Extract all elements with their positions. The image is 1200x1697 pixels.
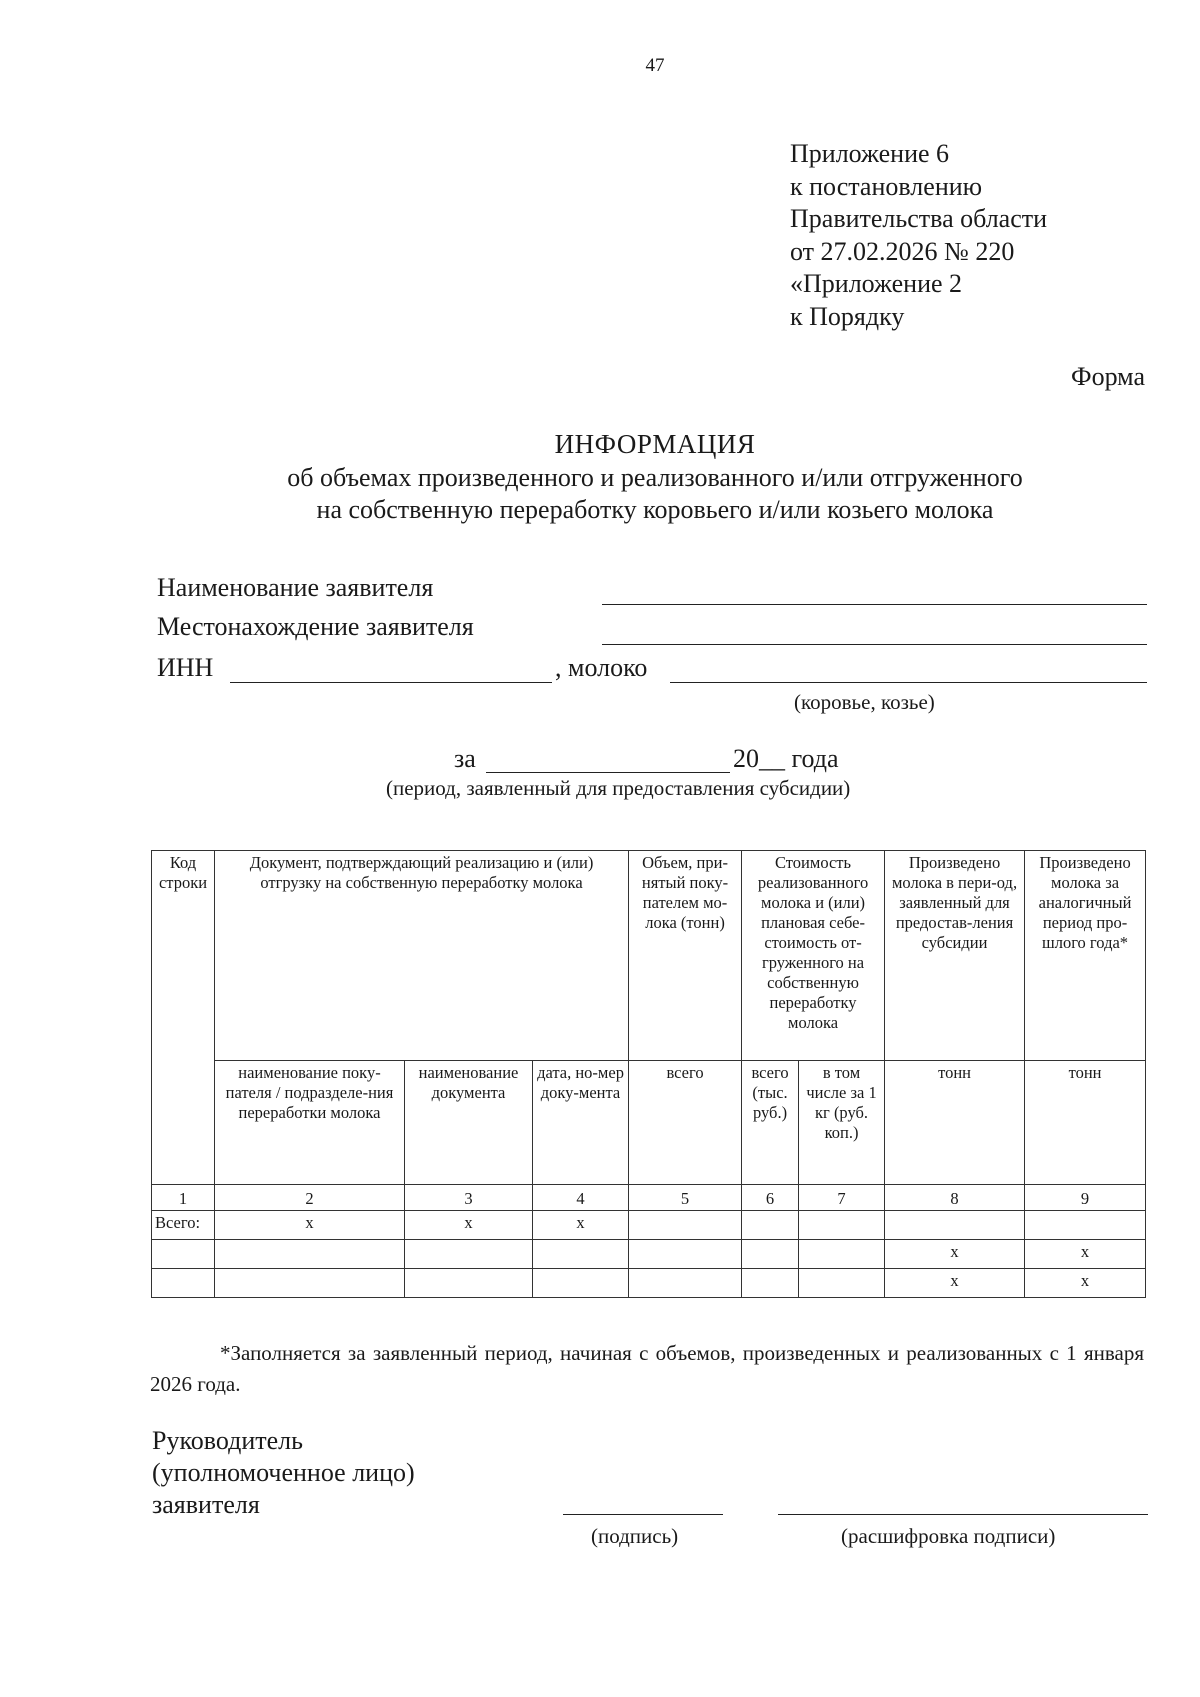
- table-cell: Всего:: [152, 1211, 215, 1240]
- table-cell[interactable]: [629, 1240, 742, 1269]
- subheader-doc-date: дата, но-мер доку-мента: [533, 1061, 629, 1185]
- table-row: [152, 1240, 1146, 1269]
- table-cell[interactable]: [742, 1269, 799, 1298]
- table-cell[interactable]: [405, 1269, 533, 1298]
- milk-label: , молоко: [555, 653, 648, 682]
- header-produced: Произведено молока в пери-од, заявленный для предостав-ления субсидии: [885, 851, 1025, 1061]
- appendix-header: [790, 138, 1047, 333]
- signature-decode-field[interactable]: [778, 1514, 1148, 1515]
- table-cell[interactable]: [885, 1211, 1025, 1240]
- subheader-cost-total: всего (тыс. руб.): [742, 1061, 799, 1185]
- appendix-line: «Приложение 2: [790, 269, 963, 298]
- column-number: 1: [152, 1185, 215, 1211]
- table-cell: х: [215, 1211, 405, 1240]
- table-cell[interactable]: [533, 1269, 629, 1298]
- page-number: 47: [645, 55, 665, 76]
- table-cell[interactable]: [405, 1240, 533, 1269]
- table-cell[interactable]: [215, 1269, 405, 1298]
- table-cell[interactable]: [215, 1240, 405, 1269]
- milk-type-hint: (коровье, козье): [794, 690, 935, 714]
- subheader-cost-per-kg: в том числе за 1 кг (руб. коп.): [799, 1061, 885, 1185]
- appendix-line: к постановлению: [790, 171, 983, 201]
- column-number: 5: [629, 1185, 742, 1211]
- subheader-buyer: наименование поку-пателя / подразделе-ния переработки молока: [215, 1061, 405, 1185]
- applicant-location-label: Местонахождение заявителя: [157, 612, 474, 641]
- signer-line: заявителя: [152, 1490, 260, 1519]
- column-number-row: [152, 1185, 1146, 1211]
- title-subtitle-line: об объемах произведенного и реализованного и/или отгруженного: [287, 463, 1023, 492]
- subheader-doc-name: наименование документа: [405, 1061, 533, 1185]
- table-cell: х: [405, 1211, 533, 1240]
- signature-decode-hint: (расшифровка подписи): [841, 1524, 1056, 1548]
- table-cell[interactable]: [742, 1240, 799, 1269]
- table-cell[interactable]: [742, 1211, 799, 1240]
- applicant-name-label: Наименование заявителя: [157, 573, 434, 602]
- subheader-produced-prev-unit: тонн: [1025, 1061, 1146, 1185]
- signature-field[interactable]: [563, 1514, 723, 1515]
- table-cell[interactable]: [799, 1269, 885, 1298]
- appendix-line: Приложение 6: [790, 139, 950, 168]
- period-field[interactable]: [486, 772, 730, 773]
- table-cell: х: [885, 1269, 1025, 1298]
- column-number: 4: [533, 1185, 629, 1211]
- column-number: 7: [799, 1185, 885, 1211]
- table-subheader-row: [152, 1061, 1146, 1185]
- column-number: 3: [405, 1185, 533, 1211]
- document-title: [150, 426, 1160, 526]
- table-row: [152, 1211, 1146, 1240]
- table-cell[interactable]: [152, 1240, 215, 1269]
- table-cell: х: [1025, 1240, 1146, 1269]
- header-produced-prev: Произведено молока за аналогичный период про-шлого года*: [1025, 851, 1146, 1061]
- subheader-produced-unit: тонн: [885, 1061, 1025, 1185]
- column-number: 2: [215, 1185, 405, 1211]
- signer-line: (уполномоченное лицо): [152, 1458, 415, 1487]
- title-subtitle-line: на собственную переработку коровьего и/или козьего молока: [316, 495, 994, 524]
- column-number: 6: [742, 1185, 799, 1211]
- applicant-location-field[interactable]: [602, 644, 1147, 645]
- inn-label: ИНН: [157, 653, 214, 682]
- table-row: [152, 1269, 1146, 1298]
- table-cell: х: [885, 1240, 1025, 1269]
- table-cell[interactable]: [799, 1211, 885, 1240]
- header-document: Документ, подтверждающий реализацию и (или) отгрузку на собственную переработку молока: [215, 851, 629, 1061]
- period-year: 20__ года: [733, 744, 839, 773]
- table-cell: х: [533, 1211, 629, 1240]
- header-cost: Стоимость реализованного молока и (или) плановая себе-стоимость от-груженного на собственную переработку молока: [742, 851, 885, 1061]
- header-volume: Объем, при-нятый поку-пателем мо-лока (тонн): [629, 851, 742, 1061]
- inn-field[interactable]: [230, 682, 552, 683]
- form-label: Форма: [1071, 362, 1145, 391]
- table-cell[interactable]: [629, 1211, 742, 1240]
- applicant-name-field[interactable]: [602, 604, 1147, 605]
- table-cell[interactable]: [152, 1269, 215, 1298]
- milk-type-field[interactable]: [670, 682, 1147, 683]
- signer-line: Руководитель: [152, 1426, 303, 1455]
- column-number: 9: [1025, 1185, 1146, 1211]
- table-cell[interactable]: [629, 1269, 742, 1298]
- footnote: *Заполняется за заявленный период, начиная с объемов, произведенных и реализованных с 1 января 2026 года.: [150, 1341, 1144, 1396]
- table-cell[interactable]: [1025, 1211, 1146, 1240]
- table-header-row: [152, 851, 1146, 1061]
- table-cell[interactable]: [799, 1240, 885, 1269]
- table-cell[interactable]: [533, 1240, 629, 1269]
- appendix-line: к Порядку: [790, 301, 905, 331]
- title-main: ИНФОРМАЦИЯ: [554, 429, 756, 459]
- subheader-volume-total: всего: [629, 1061, 742, 1185]
- appendix-line: Правительства области: [790, 204, 1048, 233]
- appendix-line: от 27.02.2026 № 220: [790, 236, 1015, 266]
- header-code: Код строки: [152, 851, 215, 1185]
- column-number: 8: [885, 1185, 1025, 1211]
- signature-hint: (подпись): [591, 1524, 679, 1548]
- table-cell: х: [1025, 1269, 1146, 1298]
- data-table: [151, 850, 1146, 1298]
- signer-block: [152, 1425, 415, 1521]
- period-hint: (период, заявленный для предоставления субсидии): [386, 776, 851, 800]
- period-prefix: за: [454, 744, 476, 773]
